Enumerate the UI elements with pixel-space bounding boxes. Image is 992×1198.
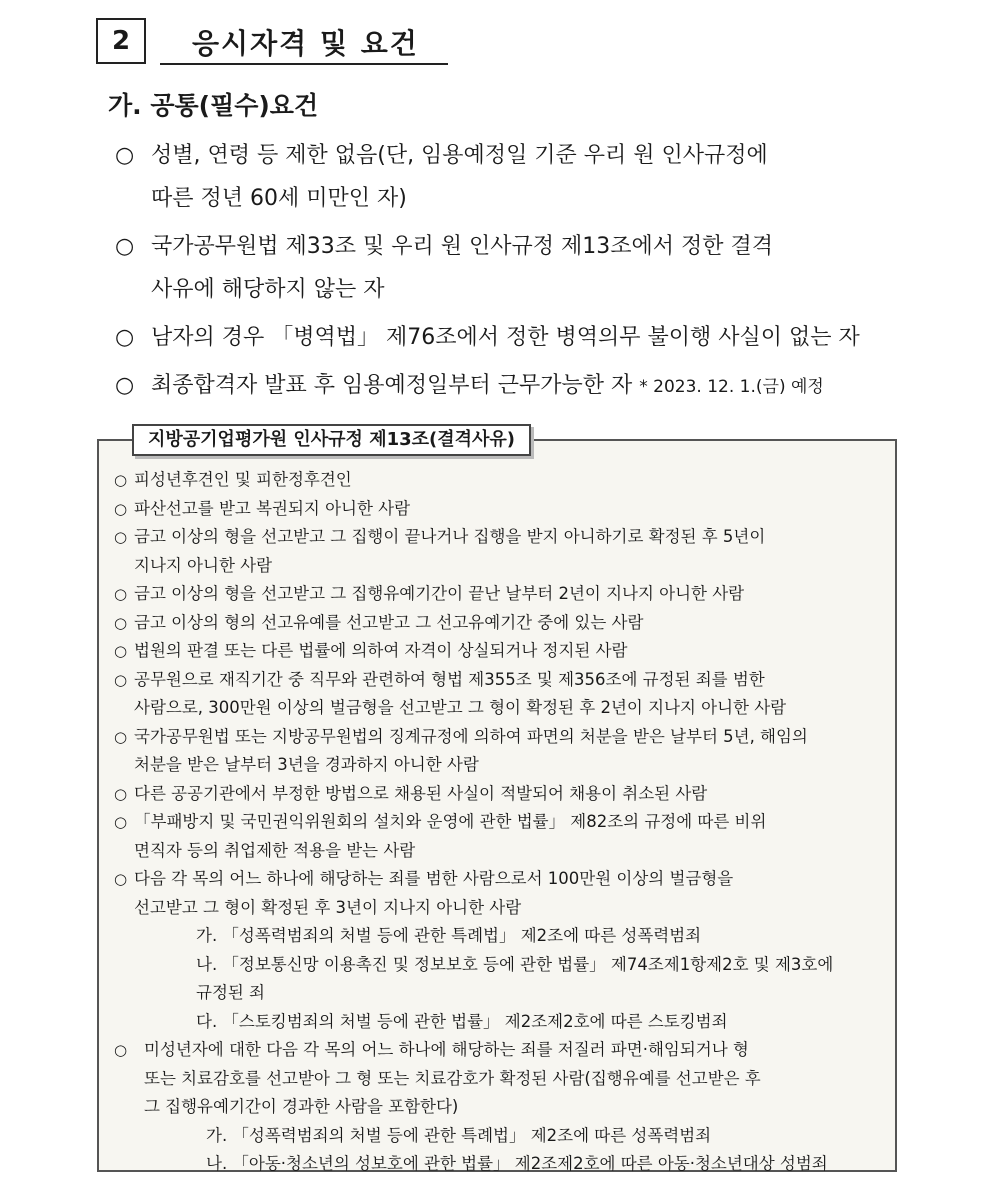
circle-bullet-icon: ○ (115, 325, 135, 350)
disqualification-item (114, 637, 886, 666)
sub-line: 규정된 죄 (196, 983, 266, 1002)
sub-item (166, 1008, 886, 1037)
title-underline (160, 63, 448, 65)
disqualification-item (114, 865, 886, 1036)
circle-bullet-icon: ○ (114, 870, 128, 888)
section-number: 2 (96, 18, 146, 64)
requirement-line: 국가공무원법 제33조 및 우리 원 인사규정 제13조에서 정한 결격 (151, 234, 773, 259)
item-line: 금고 이상의 형의 선고유예를 선고받고 그 선고유예기간 중에 있는 사람 (134, 612, 644, 632)
circle-bullet-icon: ○ (114, 784, 128, 803)
circle-bullet-icon: ○ (114, 813, 128, 831)
circle-bullet-icon: ○ (114, 727, 128, 746)
sub-item (166, 922, 886, 951)
item-line: 금고 이상의 형을 선고받고 그 집행이 끝나거나 집행을 받지 아니하기로 확정된 후 5년이 (134, 527, 766, 546)
circle-bullet-icon: ○ (115, 143, 135, 168)
disqualification-item (114, 666, 886, 723)
circle-bullet-icon: ○ (115, 373, 135, 398)
item-line: 또는 치료감호를 선고받아 그 형 또는 치료감호가 확정된 사람(집행유예를 선고받은 후 (144, 1068, 761, 1088)
requirement-item (115, 225, 897, 311)
date-note: * 2023. 12. 1.(금) 예정 (639, 377, 824, 397)
sub-line: 가. 「성폭력범죄의 처벌 등에 관한 특례법」 제2조에 따른 성폭력범죄 (206, 1125, 712, 1145)
sub-line: 가. 「성폭력범죄의 처벌 등에 관한 특례법」 제2조에 따른 성폭력범죄 (196, 926, 702, 945)
disqualification-item (114, 495, 886, 524)
item-line: 선고받고 그 형이 확정된 후 3년이 지나지 아니한 사람 (134, 897, 522, 917)
disqualification-item (114, 466, 886, 495)
item-line: 사람으로, 300만원 이상의 벌금형을 선고받고 그 형이 확정된 후 2년이 지나지 아니한 사람 (134, 698, 787, 717)
item-line: 금고 이상의 형을 선고받고 그 집행유예기간이 끝난 날부터 2년이 지나지 아니한 사람 (134, 584, 745, 603)
circle-bullet-icon: ○ (114, 585, 128, 603)
requirement-item (115, 134, 897, 220)
circle-bullet-icon: ○ (114, 613, 128, 632)
sub-items (144, 922, 886, 1036)
sub-heading: 가. 공통(필수)요건 (108, 91, 319, 120)
disqualification-item (114, 609, 886, 638)
sub-line: 나. 「정보통신망 이용촉진 및 정보보호 등에 관한 법률」 제74조제1항제2호 및 제3호에 (196, 954, 834, 974)
item-line: 미성년자에 대한 다음 각 목의 어느 하나에 해당하는 죄를 저질러 파면·해임되거나 형 (144, 1040, 749, 1059)
item-line: 법원의 판결 또는 다른 법률에 의하여 자격이 상실되거나 정지된 사람 (134, 641, 628, 660)
section-title: 응시자격 및 요건 (192, 27, 419, 60)
item-line: 처분을 받은 날부터 3년을 경과하지 아니한 사람 (134, 755, 479, 774)
disqualification-item (114, 523, 886, 580)
requirement-line: 성별, 연령 등 제한 없음(단, 임용예정일 기준 우리 원 인사규정에 (151, 143, 768, 168)
item-line: 면직자 등의 취업제한 적용을 받는 사람 (134, 840, 416, 860)
item-line: 다음 각 목의 어느 하나에 해당하는 죄를 범한 사람으로서 100만원 이상의 벌금형을 (134, 869, 734, 888)
item-line: 파산선고를 받고 복권되지 아니한 사람 (134, 498, 411, 518)
requirement-item (115, 316, 897, 359)
requirement-line: 남자의 경우 「병역법」 제76조에서 정한 병역의무 불이행 사실이 없는 자 (151, 325, 860, 350)
sub-item (176, 1150, 886, 1179)
requirements-list (115, 134, 897, 409)
circle-bullet-icon: ○ (114, 1041, 128, 1059)
circle-bullet-icon: ○ (114, 471, 128, 489)
disqualification-item (114, 1036, 886, 1179)
requirement-line: 따른 정년 60세 미만인 자) (151, 186, 407, 211)
requirement-line (151, 364, 897, 409)
item-line: 다른 공공기관에서 부정한 방법으로 채용된 사실이 적발되어 채용이 취소된 사람 (134, 783, 708, 803)
item-line: 지나지 아니한 사람 (134, 555, 273, 575)
disqualification-item (114, 723, 886, 780)
disqualification-item (114, 580, 886, 609)
disqualification-item (114, 808, 886, 865)
circle-bullet-icon: ○ (114, 528, 128, 546)
circle-bullet-icon: ○ (115, 234, 135, 259)
circle-bullet-icon: ○ (114, 670, 128, 689)
circle-bullet-icon: ○ (114, 642, 128, 660)
disqualification-item (114, 780, 886, 809)
item-line: 「부패방지 및 국민권익위원회의 설치와 운영에 관한 법률」 제82조의 규정에 따른 비위 (134, 812, 767, 831)
sub-line: 다. 「스토킹범죄의 처벌 등에 관한 법률」 제2조제2호에 따른 스토킹범죄 (196, 1011, 728, 1031)
item-line: 공무원으로 재직기간 중 직무와 관련하여 형법 제355조 및 제356조에 규정된 죄를 범한 (134, 669, 765, 689)
requirement-text: 최종합격자 발표 후 임용예정일부터 근무가능한 자 (151, 373, 633, 398)
circle-bullet-icon: ○ (114, 499, 128, 518)
sub-item (166, 951, 886, 1008)
sub-item (176, 1122, 886, 1151)
sub-items (154, 1122, 886, 1179)
item-line: 국가공무원법 또는 지방공무원법의 징계규정에 의하여 파면의 처분을 받은 날부터 5년, 해임의 (134, 726, 808, 746)
requirement-item (115, 364, 897, 409)
disqualification-list (114, 466, 886, 1179)
section-header (96, 18, 448, 68)
item-line: 피성년후견인 및 피한정후견인 (134, 470, 352, 489)
item-line: 그 집행유예기간이 경과한 사람을 포함한다) (144, 1097, 459, 1116)
sub-line: 나. 「아동·청소년의 성보호에 관한 법률」 제2조제2호에 따른 아동·청소년대상 성범죄 (206, 1154, 828, 1173)
requirement-line: 사유에 해당하지 않는 자 (151, 277, 385, 302)
disqualification-box-label: 지방공기업평가원 인사규정 제13조(결격사유) (132, 424, 531, 456)
